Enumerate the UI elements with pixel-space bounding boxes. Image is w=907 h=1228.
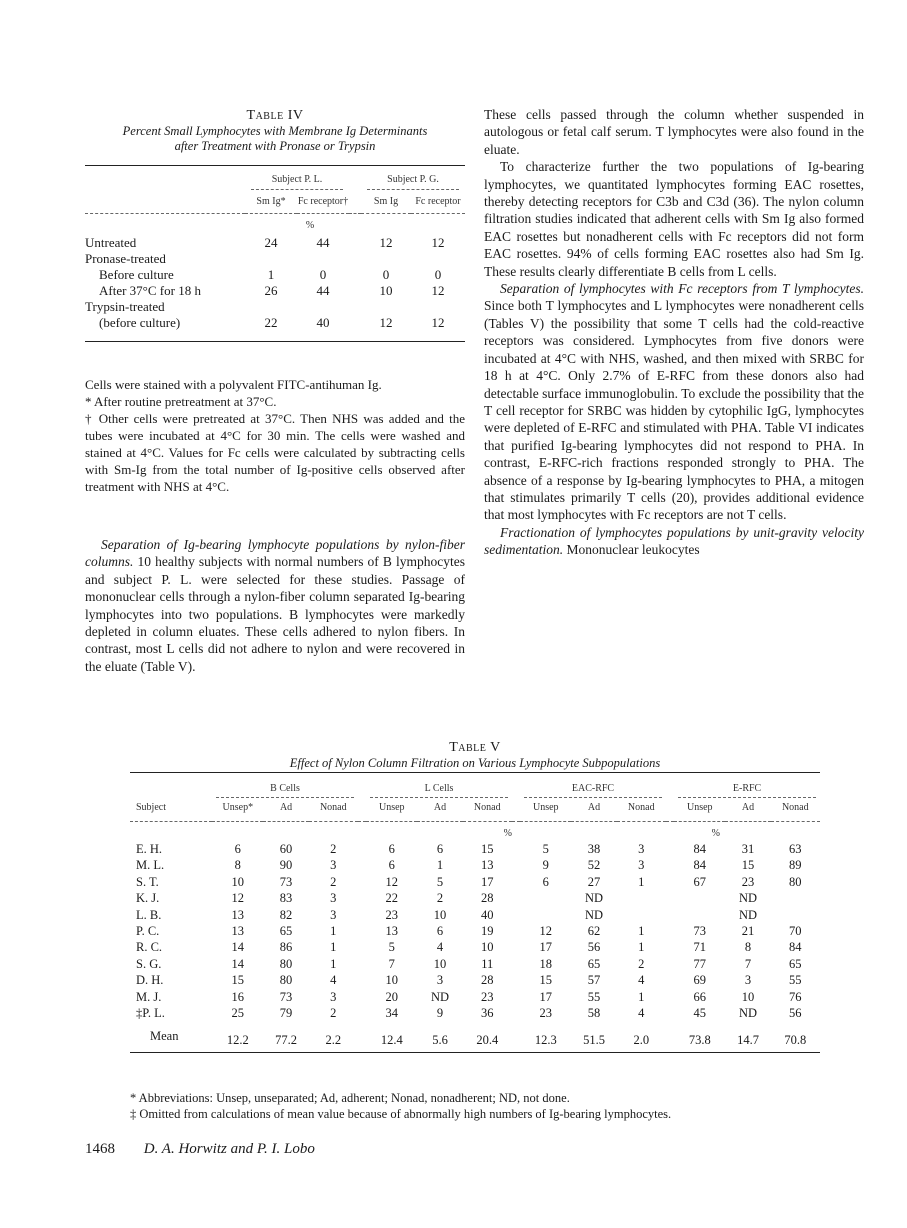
- paragraph: To characterize further the two populations of Ig-bearing lymphocytes, we quantitated lymphocytes forming EAC rosettes, thereby detecting receptors for C3b and C3d (36). The nylon column filtration studies indicated that adherent cells with Sm Ig also formed EAC rosettes but nonadherent cells with Fc receptors did not form EAC rosettes. 94% of cells forming EAC rosettes also had Sm Ig. These results clearly differentiate B cells from L cells.: [484, 159, 864, 279]
- table5: B Cells L Cells EAC-RFC E-RFC Subject Unsep* Ad Nonad Unsep Ad Nonad Unsep Ad Nonad Unsep Ad Nonad % % E. H. 6 60 2 6 6 15 5 38 3 84 31 63 M. L. 8 90 3 6 1 13 9 52 3 84 15 89 S. T. 10 73 2 12 5 17 6 27 1 67 23 80 K. J. 12 83 3 22 2 28 ND ND L. B. 13 82 3 23 10 40 ND ND P. C. 13 65 1 13 6 19 12 62 1 73 21 70 R. C. 14 86 1 5 4 10 17 56 1 71 8 84 S. G. 14 80 1 7 10 11 18 65 2 77 7 65 D. H. 15 80 4 10 3 28 15 57 4 69 3 55 M. J. 16 73 3 20 ND 23 17 55 1 66 10 76 ‡P. L. 25 79 2 34 9 36 23 58 4 45 ND 56 Mean 12.2 77.2 2.2 12.4 5.6 20.4 12.3 51.5 2.0 73.8 14.7 70.8: [130, 772, 820, 1053]
- table4-note: * After routine pretreatment at 37°C.: [85, 394, 277, 409]
- left-column-text: [85, 536, 465, 675]
- paragraph: Separation of lymphocytes with Fc receptors from T lymphocytes. Since both T lymphocytes and L lymphocytes were nonadherent cells (Tables V) the possibility that some T cells had the cold-reactive receptors was considered. Lymphocytes from five donors were incubated at 4°C with NHS, washed, and then mixed with SRBC for 18 h at 4°C. Only 2.7% of E-RFC from these donors also had detectable surface immunoglobulin. To exclude the possibility that the T cell receptor for SRBC was hidden by cytophilic IgG, lymphocytes were depleted of E-RFC and stimulated with PHA. Table VI indicates that purified Ig-bearing lymphocytes did not respond to PHA. In contrast, E-RFC-rich fractions responded strongly to PHA. The absence of a response by Ig-bearing lymphocytes to PHA, a mitogen that stimulates primarily T cells (20), provides additional evidence that most lymphocytes with Fc receptors are not T cells.: [484, 281, 864, 523]
- table5-unit: %: [503, 828, 512, 839]
- table4-col-fc-b: Fc receptor: [415, 196, 461, 207]
- table4-caption: [85, 124, 465, 154]
- table5-row: S. G. 14 80 1 7 10 11 18 65 2 77 7 65: [136, 956, 802, 971]
- table5-group-eac-rfc: EAC-RFC: [571, 783, 615, 794]
- table4-title: Table IV: [246, 108, 304, 123]
- table4-col-sm-ig-b: Sm Ig: [373, 196, 399, 207]
- table5-row: P. C. 13 65 1 13 6 19 12 62 1 73 21 70: [136, 924, 802, 939]
- table4-subject-a: Subject P. L.: [271, 174, 323, 185]
- table4-row: Before culture 1 0 0 0: [99, 267, 442, 282]
- table5-group-l-cells: L Cells: [424, 783, 454, 794]
- table5-note: * Abbreviations: Unsep, unseparated; Ad, adherent; Nonad, nonadherent; ND, not done.: [130, 1091, 570, 1105]
- table5-row: L. B. 13 82 3 23 10 40 ND ND: [136, 907, 758, 922]
- table5-note: ‡ Omitted from calculations of mean value because of abnormally high numbers of Ig-bearing lymphocytes.: [130, 1107, 672, 1121]
- table4-subject-b: Subject P. G.: [387, 174, 439, 185]
- paragraph: These cells passed through the column whether suspended in autologous or fetal calf serum. T lymphocytes were also found in the eluate.: [484, 107, 864, 157]
- table4-caption-line1: Percent Small Lymphocytes with Membrane Ig Determinants: [122, 124, 428, 138]
- table5-mean-row: Mean 12.2 77.2 2.2 12.4 5.6 20.4 12.3 51.5 2.0 73.8 14.7 70.8: [150, 1029, 807, 1048]
- table5-notes: [130, 1090, 830, 1122]
- table4-notes: [85, 376, 465, 495]
- table4-row: (before culture) 22 40 12 12: [99, 315, 445, 330]
- table4-row: After 37°C for 18 h 26 44 10 12: [99, 283, 445, 298]
- table5-group-e-rfc: E-RFC: [732, 783, 762, 794]
- table4-col-fc-a: Fc receptor†: [297, 196, 349, 207]
- section-heading: Fractionation of lymphocytes populations by unit-gravity velocity sedimentation.: [484, 524, 864, 558]
- table4: [85, 165, 465, 342]
- table5-row: ‡P. L. 25 79 2 34 9 36 23 58 4 45 ND 56: [136, 1006, 802, 1021]
- table5-row: M. J. 16 73 3 20 ND 23 17 55 1 66 10 76: [136, 989, 802, 1004]
- section-heading: Separation of Ig-bearing lymphocyte populations by nylon-fiber columns.: [85, 537, 465, 570]
- table5-caption: Effect of Nylon Column Filtration on Various Lymphocyte Subpopulations: [289, 756, 661, 770]
- table5-row: E. H. 6 60 2 6 6 15 5 38 3 84 31 63: [136, 842, 802, 856]
- table5-row: K. J. 12 83 3 22 2 28 ND ND: [136, 891, 758, 906]
- table5-row: M. L. 8 90 3 6 1 13 9 52 3 84 15 89: [136, 858, 802, 873]
- table5-title: Table V: [449, 740, 501, 755]
- paragraph: Fractionation of lymphocytes populations by unit-gravity velocity sedimentation. Mononuclear leukocytes: [484, 524, 864, 558]
- table4-col-sm-ig-a: Sm Ig*: [256, 196, 286, 207]
- table5-row: D. H. 15 80 4 10 3 28 15 57 4 69 3 55: [136, 973, 802, 988]
- table4-row: Trypsin-treated: [85, 299, 165, 314]
- table4-row: Pronase-treated: [85, 251, 166, 266]
- table4-row: Untreated 24 44 12 12: [85, 235, 445, 250]
- table5-subject-header: Subject: [136, 802, 166, 813]
- table5-row: S. T. 10 73 2 12 5 17 6 27 1 67 23 80: [136, 874, 802, 889]
- page-footer: [85, 1141, 585, 1158]
- section-heading: Separation of lymphocytes with Fc receptors from T lymphocytes.: [500, 281, 864, 297]
- table5-row: R. C. 14 86 1 5 4 10 17 56 1 71 8 84: [136, 940, 802, 955]
- paragraph: Separation of Ig-bearing lymphocyte populations by nylon-fiber columns. 10 healthy subjects with normal numbers of B lymphocytes and subject P. L. were selected for these studies. Passage of mononuclear cells through a nylon-fiber column separated Ig-bearing lymphocytes into two populations. B lymphocytes were markedly depleted in column eluates. These cells adhered to nylon fibers. In contrast, most L cells did not adhere to nylon and were recovered in the eluate (Table V).: [85, 537, 466, 674]
- page-number: 1468: [85, 1141, 115, 1157]
- table4-note: Cells were stained with a polyvalent FITC-antihuman Ig.: [85, 377, 382, 392]
- running-authors: D. A. Horwitz and P. I. Lobo: [143, 1141, 315, 1157]
- table5-group-b-cells: B Cells: [270, 783, 300, 794]
- table4-caption-line2: after Treatment with Pronase or Trypsin: [174, 139, 376, 153]
- table4-unit: %: [305, 220, 315, 231]
- table4-note: † Other cells were pretreated at 37°C. Then NHS was added and the tubes were incubated at 4°C for 30 min. The cells were washed and stained at 4°C. Values for Fc cells were calculated by subtracting cells with Sm-Ig from the total number of Ig-positive cells observed after treatment with NHS at 4°C.: [85, 411, 465, 494]
- right-column-text: [484, 106, 864, 559]
